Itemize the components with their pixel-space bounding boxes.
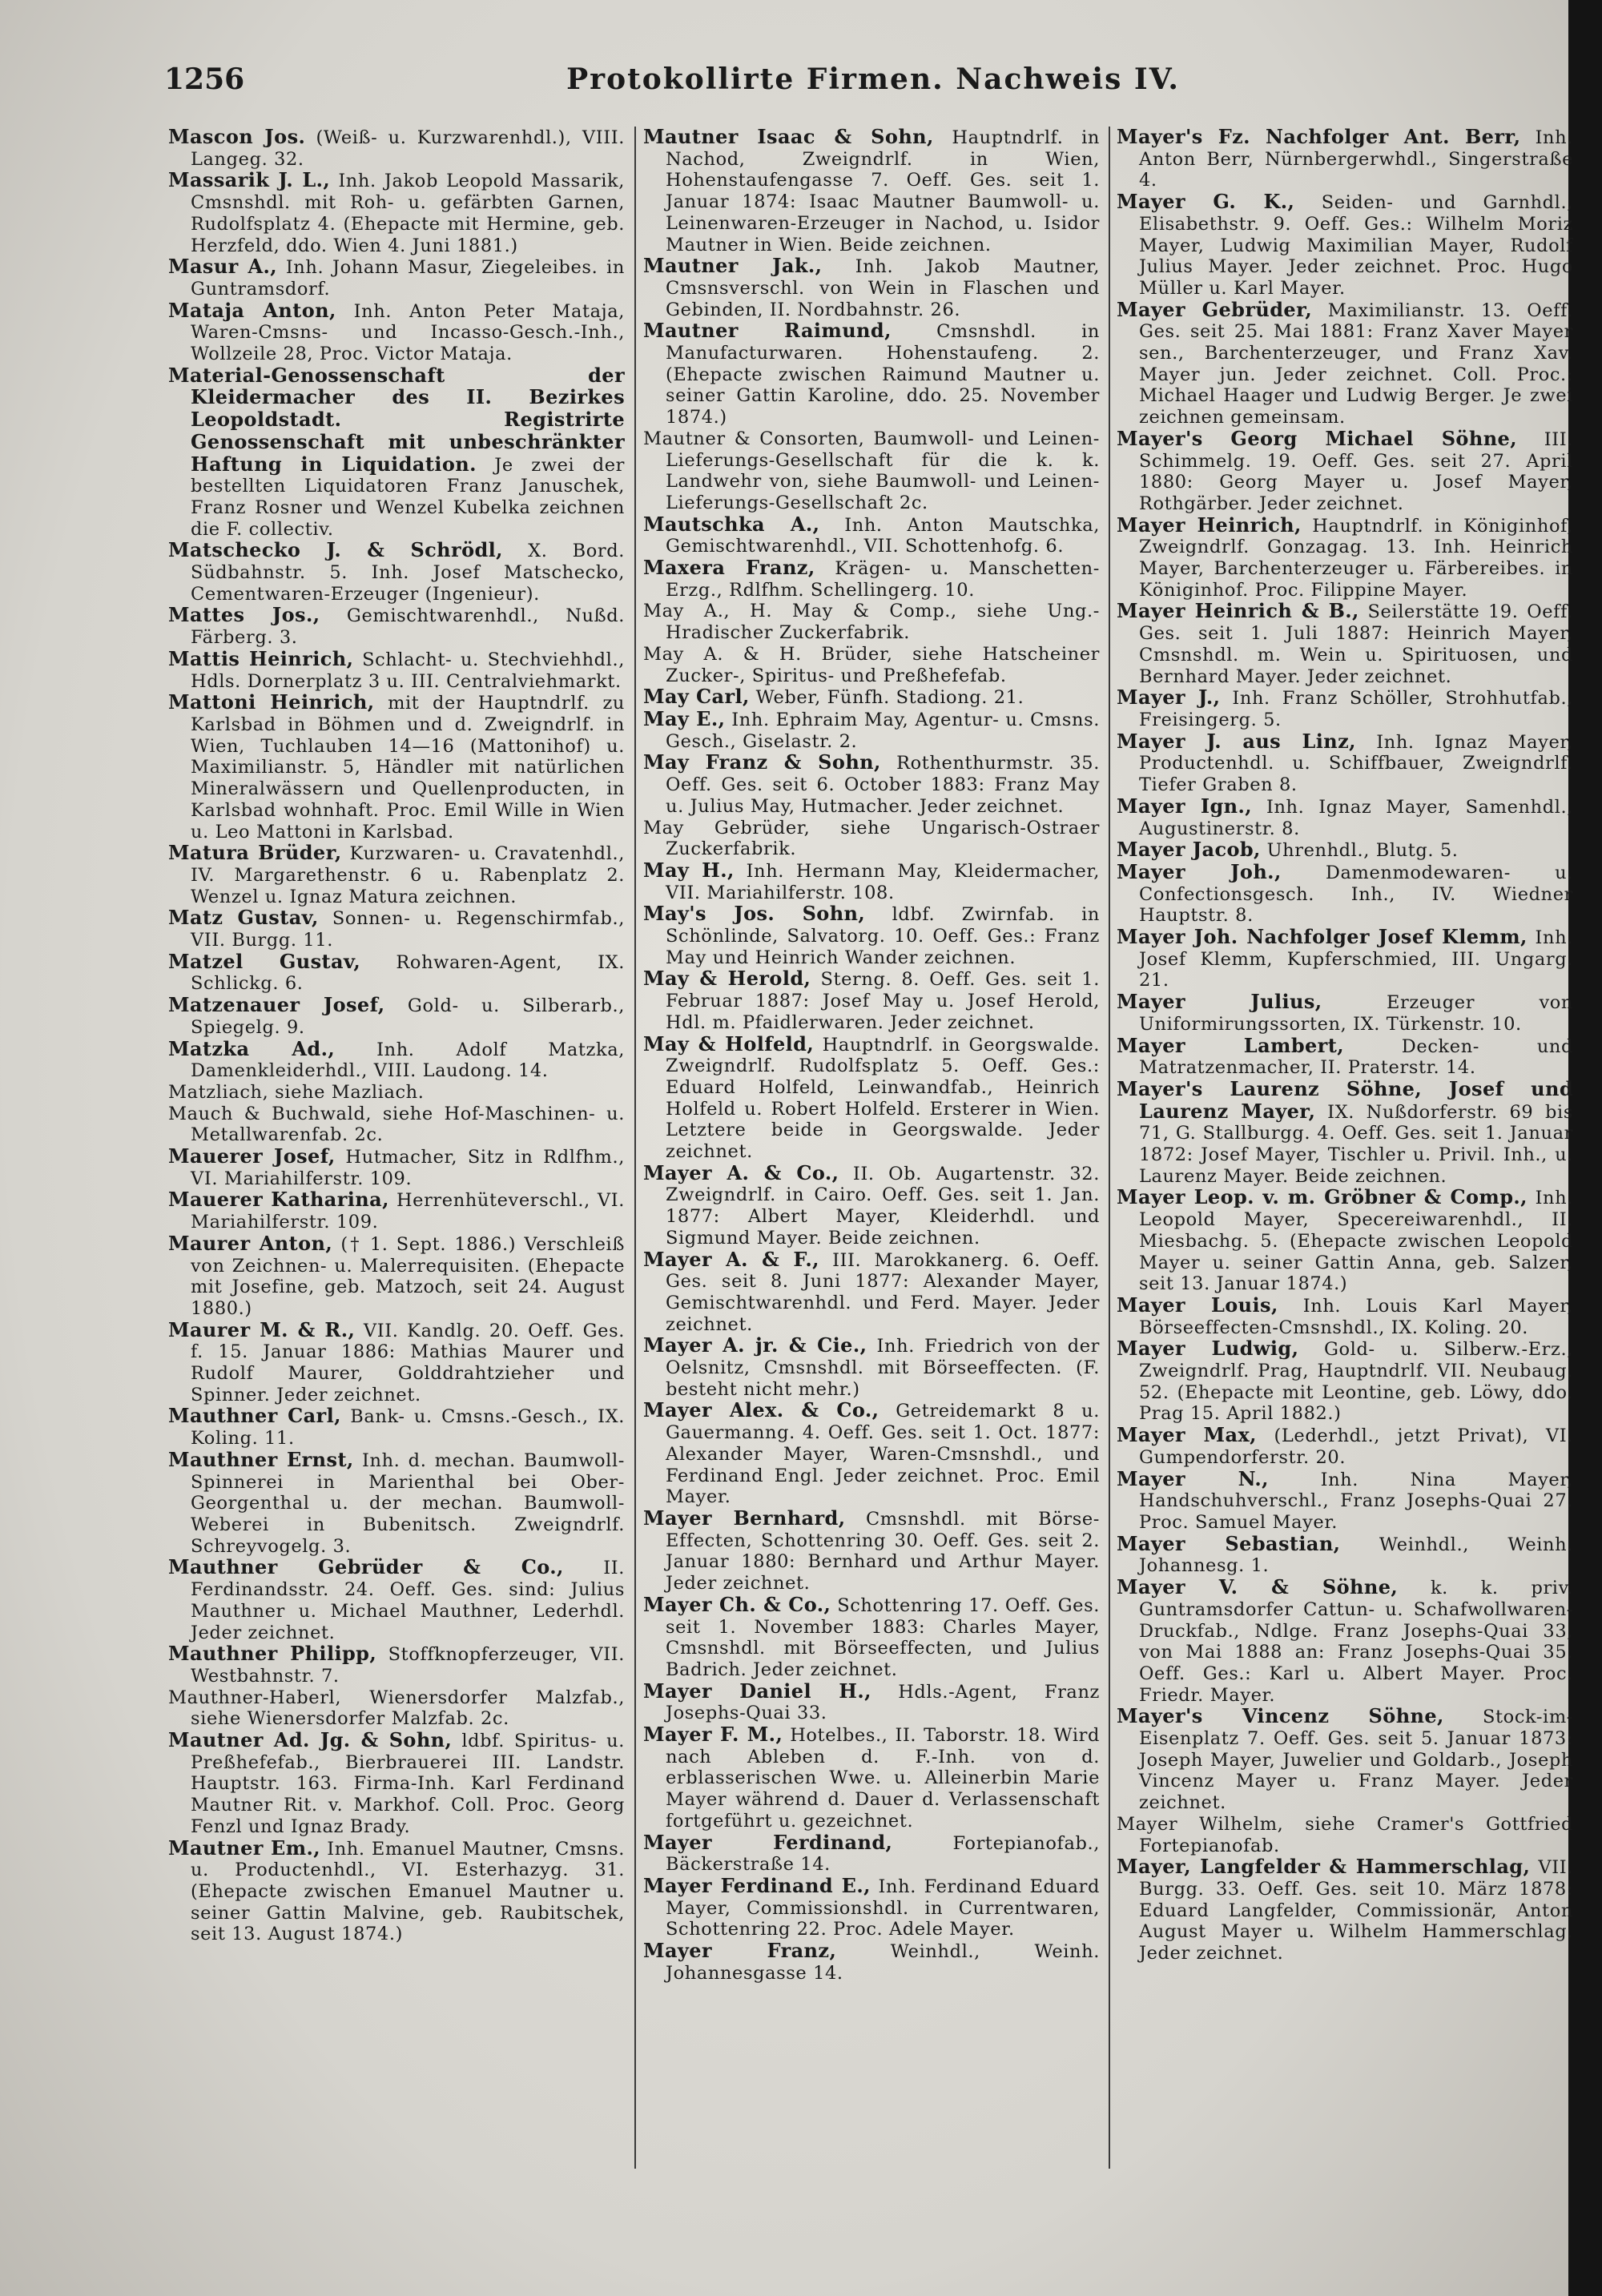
firm-entry (643, 818, 1100, 860)
firm-entry (643, 127, 1100, 255)
firm-entry (1117, 297, 1573, 428)
firm-name: Mayer Leop. v. m. Gröbner & Comp., (1117, 1185, 1528, 1209)
firm-entry (1117, 1814, 1573, 1856)
firm-name: Mauthner Carl, (168, 1404, 341, 1428)
firm-details: Hdls.-Agent, Franz Josephs-Quai 33. (666, 1681, 1100, 1724)
firm-name: Mayer Ferdinand E., (643, 1873, 871, 1897)
firm-entry (168, 256, 625, 300)
firm-entry (1117, 1531, 1573, 1577)
firm-name: Mayer Louis, (1117, 1293, 1278, 1317)
firm-details: Inh. Adolf Matzka, Damenkleiderhdl., VIII. Laudong. 14. (191, 1039, 625, 1082)
firm-entry (643, 514, 1100, 557)
firm-name: Mayer J., (1117, 686, 1221, 710)
firm-entry (168, 951, 625, 995)
firm-details: Seilerstätte 19. Oeff. Ges. seit 1. Juli 1887: Heinrich Mayer, Cmsnshdl. m. Wein u. Spirituosen, und Bernhard Mayer. Jeder zeichnet. (1139, 601, 1573, 687)
firm-details: Stock-im-Eisenplatz 7. Oeff. Ges. seit 5. Januar 1873: Joseph Mayer, Juwelier und Goldarb., Joseph Vincenz Mayer u. Franz Mayer. Jeder zeichnet. (1139, 1707, 1573, 1814)
firm-name: Mayer Joh., (1117, 859, 1282, 883)
firm-entry (1117, 1856, 1573, 1964)
firm-entry (1117, 1338, 1573, 1425)
firm-name: Maurer M. & R., (168, 1317, 356, 1341)
firm-details: Matzliach, siehe Mazliach. (168, 1081, 425, 1103)
firm-details: Seiden- und Garnhdl., Elisabethstr. 9. Oeff. Ges.: Wilhelm Moriz Mayer, Ludwig Maximilian Mayer, Rudolf Julius Mayer. Jeder zeichnet. Proc. Hugo Müller u. Karl Mayer. (1139, 192, 1573, 299)
firm-name: Mayer F. M., (643, 1723, 783, 1747)
firm-name: Mayer Heinrich & B., (1117, 599, 1359, 623)
firm-entry (1117, 127, 1573, 191)
firm-entry (643, 255, 1100, 320)
firm-details: Sonnen- u. Regenschirmfab., VII. Burgg. 11. (191, 908, 625, 951)
column-2 (643, 127, 1100, 2177)
firm-name: May's Jos. Sohn, (643, 902, 866, 926)
firm-entry (168, 365, 625, 541)
firm-details: Hauptndrlf. in Königinhof, Zweigndrlf. Gonzagag. 13. Inh. Heinrich Mayer, Barchenterzeuger u. Färbereibes. in Königinhof. Proc. Filippine Mayer. (1139, 515, 1573, 601)
page-number: 1256 (164, 62, 245, 96)
firm-details: Rohwaren-Agent, IX. Schlickg. 6. (191, 951, 625, 995)
firm-name: Mauerer Josef, (168, 1144, 336, 1168)
firm-details: Inh. Louis Karl Mayer, Börseeffecten-Cmsnshdl., IX. Koling. 20. (1139, 1295, 1573, 1338)
firm-details: Schottenring 17. Oeff. Ges. seit 1. November 1883: Charles Mayer, Cmsnshdl. mit Börseeffecten, und Julius Badrich. Jeder zeichnet. (666, 1594, 1100, 1680)
firm-entry (1117, 191, 1573, 300)
firm-details: Inh. Hermann May, Kleidermacher, VII. Mariahilferstr. 108. (666, 860, 1100, 903)
firm-entry (1117, 601, 1573, 687)
firm-name: Mayer Lambert, (1117, 1033, 1344, 1057)
firm-entry (168, 1730, 625, 1838)
firm-details: Je zwei der bestellten Liquidatoren Franz Januschek, Franz Rosner und Wenzel Kubelka zeichnen die F. collectiv. (191, 454, 625, 540)
firm-details: Inh. Nina Mayer, Handschuhverschl., Franz Josephs-Quai 27. Proc. Samuel Mayer. (1139, 1469, 1573, 1533)
firm-details: Sterng. 8. Oeff. Ges. seit 1. Februar 1887: Josef May u. Josef Herold, Hdl. m. Pfaidlerwaren. Jeder zeichnet. (666, 969, 1100, 1033)
firm-entry (168, 1687, 625, 1730)
firm-details: Schlacht- u. Stechviehhdl., Hdls. Dornerplatz 3 u. III. Centralviehmarkt. (191, 649, 625, 692)
firm-entry (643, 1160, 1100, 1249)
firm-name: Mayer A. & F., (643, 1247, 819, 1271)
firm-details: Hotelbes., II. Taborstr. 18. Wird nach Ableben d. F.-Inh. von d. erblasserischen Wwe. u. Alleinerbin Marie Mayer während d. Dauer d. Verlassenschaft fortgeführt u. gezeichnet. (666, 1725, 1100, 1832)
firm-entry (643, 1335, 1100, 1400)
firm-entry (168, 1233, 625, 1320)
firm-name: Mataja Anton, (168, 298, 336, 322)
firm-name: Mautner Em., (168, 1836, 321, 1860)
firm-entry (168, 300, 625, 365)
firm-details: Krägen- u. Manschetten-Erzg., Rdlfhm. Schellingerg. 10. (666, 558, 1100, 601)
firm-details: Inh. Ignaz Mayer, Productenhdl. u. Schiffbauer, Zweigndrlf. Tiefer Graben 8. (1139, 731, 1573, 796)
firm-entry (1117, 991, 1573, 1035)
firm-entry (643, 1873, 1100, 1940)
firm-entry (168, 1146, 625, 1189)
firm-entry (1117, 1295, 1573, 1338)
firm-details: Inh. Josef Klemm, Kupferschmied, III. Ungarg. 21. (1139, 927, 1573, 991)
column-1 (168, 127, 625, 2177)
firm-details: Decken- und Matratzenmacher, II. Praterstr. 14. (1139, 1035, 1573, 1079)
firm-entry (1117, 1076, 1573, 1188)
firm-details: Inh. Friedrich von der Oelsnitz, Cmsnshdl. mit Börseeffecten. (F. besteht nicht mehr.) (666, 1336, 1100, 1400)
firm-details: († 1. Sept. 1886.) Verschleiß von Zeichnen- u. Malerrequisiten. (Ehepacte mit Josefine, geb. Matzoch, seit 24. August 1880.) (191, 1233, 625, 1319)
firm-details: III. Marokkanerg. 6. Oeff. Ges. seit 8. Juni 1877: Alexander Mayer, Gemischtwarenhdl. und Ferd. Mayer. Jeder zeichnet. (666, 1249, 1100, 1335)
firm-details: Inh. Jakob Mautner, Cmsnsverschl. von Wein in Flaschen und Gebinden, II. Nordbahnstr. 26. (666, 256, 1100, 320)
firm-name: Mayer's Vincenz Söhne, (1117, 1704, 1444, 1728)
firm-details: Inh. Ferdinand Eduard Mayer, Commissionshdl. in Currentwaren, Schottenring 22. Proc. Adele Mayer. (666, 1876, 1100, 1940)
column-divider (1109, 127, 1110, 2169)
firm-name: Mayer Ch. & Co., (643, 1592, 831, 1616)
firm-name: Mautner Isaac & Sohn, (643, 127, 934, 148)
firm-name: Mayer Heinrich, (1117, 513, 1302, 537)
firm-entry (643, 428, 1100, 514)
column-3 (1117, 127, 1573, 2177)
firm-entry (643, 706, 1100, 752)
firm-details: Gemischtwarenhdl., Nußd. Färberg. 3. (191, 605, 625, 649)
firm-name: Mautner Jak., (643, 254, 823, 278)
firm-name: Mauthner Philipp, (168, 1642, 377, 1666)
firm-name: Mayer Gebrüder, (1117, 297, 1313, 321)
firm-entry (168, 1317, 625, 1406)
firm-entry (643, 1594, 1100, 1681)
firm-details: Kurzwaren- u. Cravatenhdl., IV. Margarethenstr. 6 u. Rabenplatz 2. Wenzel u. Ignaz Matura zeichnen. (191, 843, 625, 907)
firm-entry (1117, 796, 1573, 839)
firm-details: Inh. Anton Berr, Nürnbergerwhdl., Singerstraße 4. (1139, 127, 1573, 191)
firm-details: Gold- u. Silberw.-Erz., Zweigndrlf. Prag, Hauptndrlf. VII. Neubaug. 52. (Ehepacte mit Leontine, geb. Löwy, ddo. Prag 15. April 1882.) (1139, 1339, 1573, 1425)
firm-details: III. Schimmelg. 19. Oeff. Ges. seit 27. April 1880: Georg Mayer u. Josef Mayer, Rothgärber. Jeder zeichnet. (1139, 428, 1573, 514)
firm-name: May H., (643, 858, 735, 882)
firm-details: VII. Kandlg. 20. Oeff. Ges. f. 15. Januar 1886: Mathias Maurer und Rudolf Maurer, Golddrahtzieher und Spinner. Jeder zeichnet. (191, 1320, 625, 1405)
firm-name: May E., (643, 706, 726, 730)
firm-entry (168, 1082, 625, 1104)
firm-details: Cmsnshdl. mit Börse-Effecten, Schottenring 30. Oeff. Ges. seit 2. Januar 1880: Bernhard und Arthur Mayer. Jeder zeichnet. (666, 1509, 1100, 1594)
firm-name: Mattes Jos., (168, 603, 320, 627)
firm-details: Inh. d. mechan. Baumwoll-Spinnerei in Marienthal bei Ober-Georgenthal u. der mechan. Baumwoll-Weberei in Bubenitsch. Zweigndrlf. Schreyvogelg. 3. (191, 1450, 625, 1557)
firm-details: Rothenthurmstr. 35. Oeff. Ges. seit 6. October 1883: Franz May u. Julius May, Hutmacher. Jeder zeichnet. (666, 753, 1100, 817)
firm-name: Mayer Alex. & Co., (643, 1398, 879, 1422)
firm-details: Hauptndrlf. in Nachod, Zweigndrlf. in Wien, Hohenstaufengasse 7. Oeff. Ges. seit 1. Januar 1874: Isaac Mautner Baumwoll- u. Leinenwaren-Erzeuger in Nachod, u. Isidor Mautner in Wien. Beide zeichnen. (666, 127, 1100, 255)
firm-entry (168, 1189, 625, 1232)
firm-entry (168, 1036, 625, 1082)
firm-details: k. k. priv. Guntramsdorfer Cattun- u. Schafwollwaren-Druckfab., Ndlge. Franz Josephs-Quai 33, von Mai 1888 an: Franz Josephs-Quai 35. Oeff. Ges.: Karl u. Albert Mayer. Proc. Friedr. Mayer. (1139, 1578, 1573, 1706)
firm-details: Bank- u. Cmsns.-Gesch., IX. Koling. 11. (191, 1406, 625, 1450)
firm-entry (643, 320, 1100, 428)
firm-entry (643, 860, 1100, 903)
firm-entry (643, 1400, 1100, 1508)
firm-name: May & Holfeld, (643, 1031, 815, 1056)
firm-details: Mauthner-Haberl, Wienersdorfer Malzfab., siehe Wienersdorfer Malzfab. 2c. (168, 1687, 625, 1730)
firm-entry (643, 686, 1100, 709)
firm-entry (168, 605, 625, 648)
firm-name: Mayer Ferdinand, (643, 1830, 893, 1854)
firm-entry (1117, 687, 1573, 730)
firm-details: Mautner & Consorten, Baumwoll- und Leinen-Lieferungs-Gesellschaft für die k. k. Landwehr von, siehe Baumwoll- und Leinen-Lieferungs-Gesellschaft 2c. (643, 428, 1100, 513)
firm-details: (Lederhdl., jetzt Privat), VI. Gumpendorferstr. 20. (1139, 1425, 1573, 1468)
firm-name: May & Herold, (643, 967, 811, 991)
firm-name: Mayer A. & Co., (643, 1160, 839, 1184)
firm-name: Material-Genossenschaft der Kleidermacher des II. Bezirkes Leopoldstadt. Registrirte Genossenschaft mit unbeschränkter Haftung in Liquidation. (168, 363, 625, 476)
firm-details: mit der Hauptndrlf. zu Karlsbad in Böhmen und d. Zweigndrlf. in Wien, Tuchlauben 14—16 (Mattonihof) u. Maximilianstr. 5, Händler mit natürlichen Mineralwässern und Quellenproducten, in Karlsbad wohnhaft. Proc. Emil Wille in Wien u. Leo Mattoni in Karlsbad. (191, 693, 625, 842)
firm-name: Mauthner Gebrüder & Co., (168, 1555, 564, 1579)
firm-entry (168, 1557, 625, 1643)
firm-entry (643, 601, 1100, 643)
firm-name: Mayer Joh. Nachfolger Josef Klemm, (1117, 925, 1528, 949)
firm-entry (1117, 1425, 1573, 1468)
firm-details: II. Ferdinandsstr. 24. Oeff. Ges. sind: Julius Mauthner u. Michael Mauthner, Lederhdl. Jeder zeichnet. (191, 1558, 625, 1643)
firm-name: Mauthner Ernst, (168, 1447, 354, 1471)
firm-name: Mayer G. K., (1117, 190, 1295, 214)
column-divider (634, 127, 636, 2169)
firm-name: Mayer, Langfelder & Hammerschlag, (1117, 1855, 1531, 1879)
firm-details: Hutmacher, Sitz in Rdlfhm., VI. Mariahilferstr. 109. (191, 1147, 625, 1189)
firm-details: Weber, Fünfh. Stadiong. 21. (755, 687, 1024, 709)
firm-details: Hauptndrlf. in Georgswalde. Zweigndrlf. Rudolfsplatz 5. Oeff. Ges.: Eduard Holfeld, Leinwandfab., Heinrich Holfeld u. Robert Holfeld. Ersterer in Wien. Letztere beide in Georgswalde. Jeder zeichnet. (666, 1034, 1100, 1163)
firm-name: May Franz & Sohn, (643, 750, 881, 774)
scan-edge (1568, 0, 1602, 2296)
firm-entry (168, 540, 625, 605)
firm-details: Uhrenhdl., Blutg. 5. (1266, 840, 1459, 862)
firm-name: Mayer N., (1117, 1466, 1269, 1490)
firm-entry (643, 644, 1100, 686)
firm-details: Inh. Ignaz Mayer, Samenhdl., Augustinerstr. 8. (1139, 796, 1573, 839)
firm-details: Inh. Ephraim May, Agentur- u. Cmsns. Gesch., Giselastr. 2. (666, 709, 1100, 752)
firm-name: Mayer Jacob, (1117, 838, 1261, 862)
firm-details: Inh. Franz Schöller, Strohhutfab., Freisingerg. 5. (1139, 688, 1573, 730)
firm-name: Mayer Franz, (643, 1939, 837, 1963)
firm-details: II. Ob. Augartenstr. 32. Zweigndrlf. in Cairo. Oeff. Ges. seit 1. Jan. 1877: Albert Mayer, Kleiderhdl. und Sigmund Mayer. Beide zeichnen. (666, 1163, 1100, 1249)
firm-name: Maurer Anton, (168, 1231, 333, 1255)
firm-entry (168, 1405, 625, 1449)
firm-details: ldbf. Spiritus- u. Preßhefefab., Bierbrauerei III. Landstr. Hauptstr. 163. Firma-Inh. Karl Ferdinand Mautner Rit. v. Markhof. Coll. Proc. Georg Fenzl und Ignaz Brady. (191, 1731, 625, 1837)
firm-entry (643, 1508, 1100, 1594)
firm-entry (1117, 927, 1573, 991)
firm-entry (1117, 515, 1573, 601)
firm-details: Gold- u. Silberarb., Spiegelg. 9. (191, 995, 625, 1038)
firm-details: Inh. Johann Masur, Ziegeleibes. in Guntramsdorf. (191, 257, 625, 300)
firm-entry (643, 1681, 1100, 1724)
firm-name: Massarik J. L., (168, 168, 331, 192)
firm-entry (168, 170, 625, 256)
firm-details: Inh. Emanuel Mautner, Cmsns. u. Productenhdl., VI. Esterhazyg. 31. (Ehepacte zwischen Emanuel Mautner u. seiner Gattin Malvine, geb. Raubitschek, seit 13. August 1874.) (191, 1838, 625, 1945)
firm-name: Mayer Bernhard, (643, 1506, 846, 1530)
firm-name: Mayer Ign., (1117, 794, 1253, 818)
firm-entry (168, 1643, 625, 1687)
running-title: Protokollirte Firmen. Nachweis IV. (566, 62, 1180, 96)
firm-name: Matzka Ad., (168, 1036, 336, 1060)
firm-name: Mayer's Laurenz Söhne, Josef und Laurenz Mayer, (1117, 1076, 1573, 1123)
firm-entry (643, 1031, 1100, 1163)
firm-details: Inh. Leopold Mayer, Specereiwarenhdl., II. Miesbachg. 5. (Ehepacte zwischen Leopold Mayer u. seiner Gattin Anna, geb. Salzer, seit 13. Januar 1874.) (1139, 1188, 1573, 1295)
firm-details: VII. Burgg. 33. Oeff. Ges. seit 10. März 1878: Eduard Langfelder, Commissionär, Anton August Mayer u. Wilhelm Hammerschlag. Jeder zeichnet. (1139, 1857, 1573, 1964)
firm-details: Fortepianofab., Bäckerstraße 14. (666, 1832, 1100, 1876)
firm-name: May Carl, (643, 685, 750, 709)
firm-name: Mayer A. jr. & Cie., (643, 1333, 867, 1357)
firm-entry (643, 1724, 1100, 1832)
firm-entry (1117, 839, 1573, 862)
firm-details: Herrenhüteverschl., VI. Mariahilferstr. 109. (191, 1190, 625, 1233)
firm-entry (168, 1104, 625, 1146)
firm-details: (Weiß- u. Kurzwarenhdl.), VIII. Langeg. 32. (191, 127, 625, 170)
firm-entry (643, 903, 1100, 968)
firm-entry (1117, 859, 1573, 927)
firm-details: Mauch & Buchwald, siehe Hof-Maschinen- u. Metallwarenfab. 2c. (168, 1103, 625, 1146)
firm-entry (1117, 1466, 1573, 1534)
firm-entry (1117, 1706, 1573, 1814)
firm-details: Stoffknopferzeuger, VII. Westbahnstr. 7. (191, 1644, 625, 1687)
firm-details: X. Bord. Südbahnstr. 5. Inh. Josef Matschecko, Cementwaren-Erzeuger (Ingenieur). (191, 541, 625, 605)
firm-name: Mautschka A., (643, 512, 820, 536)
firm-name: Matzenauer Josef, (168, 993, 385, 1017)
firm-name: Matura Brüder, (168, 841, 342, 865)
firm-entry (643, 752, 1100, 817)
firm-entry (168, 995, 625, 1038)
firm-entry (643, 1249, 1100, 1336)
firm-details: May Gebrüder, siehe Ungarisch-Ostraer Zuckerfabrik. (643, 817, 1100, 860)
firm-details: Weinhdl., Weinh. Johannesgasse 14. (666, 1941, 1100, 1984)
firm-details: Erzeuger von Uniformirungssorten, IX. Türkenstr. 10. (1139, 992, 1573, 1035)
firm-name: Matzel Gustav, (168, 949, 361, 973)
firm-name: Mattoni Heinrich, (168, 690, 375, 714)
firm-name: Mayer Julius, (1117, 990, 1322, 1014)
firm-details: Damenmodewaren- u. Confectionsgesch. Inh., IV. Wiedner Hauptstr. 8. (1139, 862, 1573, 927)
firm-name: Mayer V. & Söhne, (1117, 1575, 1399, 1599)
firm-name: Mayer Daniel H., (643, 1679, 871, 1703)
firm-entry (643, 1832, 1100, 1876)
firm-entry (168, 907, 625, 951)
firm-name: Mautner Ad. Jg. & Sohn, (168, 1728, 453, 1752)
firm-name: Mautner Raimund, (643, 319, 892, 343)
firm-details: Getreidemarkt 8 u. Gauermanng. 4. Oeff. Ges. seit 1. Oct. 1877: Alexander Mayer, Waren-Cmsnshdl., und Ferdinand Engl. Jeder zeichnet. Proc. Emil Mayer. (666, 1401, 1100, 1508)
firm-entry (643, 557, 1100, 601)
firm-entry (643, 968, 1100, 1033)
firm-name: Mascon Jos. (168, 127, 306, 148)
firm-entry (1117, 731, 1573, 796)
firm-details: Inh. Jakob Leopold Massarik, Cmsnshdl. mit Roh- u. gefärbten Garnen, Rudolfsplatz 4. (Ehepacte mit Hermine, geb. Herzfeld, ddo. Wien 4. Juni 1881.) (191, 171, 625, 256)
firm-name: Mayer Sebastian, (1117, 1531, 1341, 1555)
firm-name: Matz Gustav, (168, 906, 319, 930)
firm-entry (1117, 1187, 1573, 1295)
firm-entry (168, 692, 625, 842)
firm-details: Weinhdl., Weinh. Johannesg. 1. (1139, 1534, 1573, 1577)
firm-details: May A. & H. Brüder, siehe Hatscheiner Zucker-, Spiritus- und Preßhefefab. (643, 643, 1100, 686)
firm-name: Mayer's Fz. Nachfolger Ant. Berr, (1117, 127, 1521, 148)
firm-entry (1117, 1035, 1573, 1079)
firm-name: Matschecko J. & Schrödl, (168, 538, 503, 562)
firm-entry (168, 1838, 625, 1946)
firm-details: Inh. Anton Mautschka, Gemischtwarenhdl., VII. Schottenhofg. 6. (666, 514, 1100, 557)
firm-details: Mayer Wilhelm, siehe Cramer's Gottfried Fortepianofab. (1117, 1813, 1573, 1856)
firm-details: Cmsnshdl. in Manufacturwaren. Hohenstaufeng. 2. (Ehepacte zwischen Raimund Mautner u. seiner Gattin Karoline, ddo. 25. November 1874.) (666, 321, 1100, 428)
firm-details: May A., H. May & Comp., siehe Ung.-Hradischer Zuckerfabrik. (643, 601, 1100, 644)
firm-name: Mayer J. aus Linz, (1117, 729, 1356, 753)
firm-details: Inh. Anton Peter Mataja, Waren-Cmsns- und Incasso-Gesch.-Inh., Wollzeile 28, Proc. Victor Mataja. (191, 300, 625, 365)
firm-entry (1117, 1577, 1573, 1706)
firm-entry (1117, 428, 1573, 515)
firm-details: IX. Nußdorferstr. 69 bis 71, G. Stallburgg. 4. Oeff. Ges. seit 1. Januar 1872: Josef Mayer, Tischler u. Privil. Inh., u. Laurenz Mayer. Beide zeichnen. (1139, 1101, 1573, 1187)
firm-entry (168, 127, 625, 170)
firm-name: Maxera Franz, (643, 556, 815, 580)
firm-details: Maximilianstr. 13. Oeff. Ges. seit 25. Mai 1881: Franz Xaver Mayer sen., Barchenterzeuger, und Franz Xav. Mayer jun. Jeder zeichnet. Coll. Proc.: Michael Haager und Ludwig Berger. Je zwei zeichnen gemeinsam. (1139, 300, 1573, 428)
firm-name: Masur A., (168, 255, 278, 279)
page-header (164, 62, 1582, 98)
firm-entry (168, 1447, 625, 1558)
firm-name: Mattis Heinrich, (168, 646, 354, 670)
firm-details: ldbf. Zwirnfab. in Schönlinde, Salvatorg. 10. Oeff. Ges.: Franz May und Heinrich Wander zeichnen. (666, 904, 1100, 968)
firm-entry (168, 842, 625, 907)
firm-name: Mayer Max, (1117, 1423, 1257, 1447)
firm-entry (168, 646, 625, 692)
firm-name: Mayer Ludwig, (1117, 1337, 1299, 1361)
firm-name: Mauerer Katharina, (168, 1188, 389, 1212)
firm-entry (643, 1940, 1100, 1984)
firm-name: Mayer's Georg Michael Söhne, (1117, 426, 1517, 450)
